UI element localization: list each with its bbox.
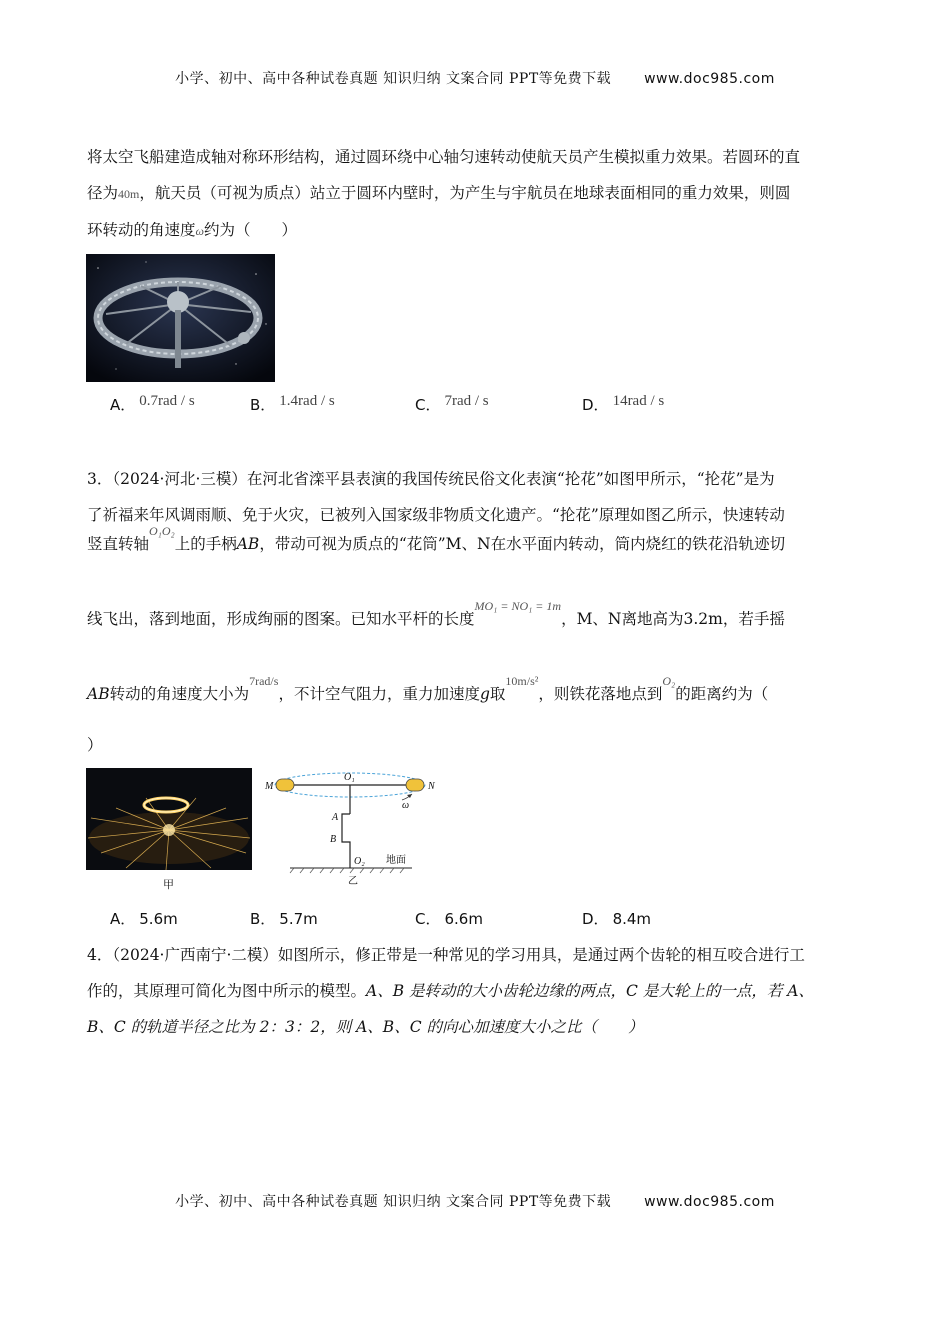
header-text: 小学、初中、高中各种试卷真题 知识归纳 文案合同 PPT等免费下载 xyxy=(175,71,612,87)
space-station-photo xyxy=(86,254,275,382)
q2-line3b: 约为（ ） xyxy=(204,221,298,239)
q3-g: g xyxy=(479,685,490,703)
label-o2: O₂ xyxy=(354,856,365,867)
option-label: C． xyxy=(415,396,441,414)
label-n: N xyxy=(428,781,435,792)
q3-line4b: ，M、N离地高为3.2m，若手摇 xyxy=(561,610,785,628)
q2-line2a: 径为 xyxy=(87,184,119,202)
fireworks-photo xyxy=(86,768,252,870)
label-b: B xyxy=(330,834,337,845)
q4-line2a: 作的，其原理可简化为图中所示的模型。 xyxy=(87,982,367,1000)
q3-line3c: ，带动可视为质点的“花筒”M、N在水平面内转动，筒内烧红的铁花沿轨迹切 xyxy=(259,535,786,553)
q4-text xyxy=(87,937,862,1045)
q2-text xyxy=(87,139,862,249)
q3-axis: O₁O₂ xyxy=(149,524,175,538)
q3-line3b: 上的手柄 xyxy=(174,535,237,553)
rotation-diagram xyxy=(262,768,442,886)
option-label: B． xyxy=(250,910,276,928)
q2-option-a[interactable] xyxy=(110,394,195,415)
label-m: M xyxy=(265,781,274,792)
option-label: D． xyxy=(582,396,609,414)
q3-line4 xyxy=(87,601,862,638)
q3-ab: AB xyxy=(236,535,260,553)
q2-line3 xyxy=(87,212,862,249)
option-value: 7rad / s xyxy=(444,393,489,409)
page-header xyxy=(0,68,950,88)
option-label: C． xyxy=(415,910,441,928)
q2-line3a: 环转动的角速度 xyxy=(87,221,196,239)
footer-site[interactable]: www.doc985.com xyxy=(644,1194,775,1210)
q3-option-b[interactable] xyxy=(250,908,318,929)
q3-line5e: 的距离约为（ xyxy=(675,685,769,703)
q3-option-c[interactable] xyxy=(415,908,483,929)
q2-line2 xyxy=(87,175,862,212)
q3-text xyxy=(87,461,862,533)
label-ground: 地面 xyxy=(386,855,406,866)
option-value: 0.7rad / s xyxy=(139,393,195,409)
q3-g-val: 10m/s² xyxy=(505,674,539,688)
option-value: 14rad / s xyxy=(612,393,665,409)
page-footer xyxy=(0,1191,950,1211)
caption-yi: 乙 xyxy=(348,876,358,886)
q3-line5b: ，不计空气阻力，重力加速度 xyxy=(278,685,480,703)
q3-line1: 3．（2024·河北·三模）在河北省滦平县表演的我国传统民俗文化表演“抡花”如图甲所示，“抡花”是为 xyxy=(87,470,775,488)
footer-text: 小学、初中、高中各种试卷真题 知识归纳 文案合同 PPT等免费下载 xyxy=(175,1194,612,1210)
q2-line1: 将太空飞船建造成轴对称环形结构，通过圆环绕中心轴匀速转动使航天员产生模拟重力效果。若圆环的直 xyxy=(87,148,801,166)
caption-jia: 甲 xyxy=(163,878,174,891)
q3-line3 xyxy=(87,526,862,563)
q2-omega: ω xyxy=(195,224,204,238)
label-o1: O₁ xyxy=(344,772,355,783)
label-omega: ω xyxy=(402,800,410,811)
q4-line2 xyxy=(87,973,862,1009)
q2-diameter: 40m xyxy=(118,187,140,201)
q2-option-c[interactable] xyxy=(415,394,489,415)
option-label: A． xyxy=(110,910,136,928)
q3-omega-val: 7rad/s xyxy=(249,674,279,688)
option-label: D． xyxy=(582,910,609,928)
option-value: 8.4m xyxy=(612,910,652,928)
q3-length-eq: MO₁ = NO₁ = 1m xyxy=(474,599,562,613)
q4-line2b: A、B 是转动的大小齿轮边缘的两点，C 是大轮上的一点，若 A、 xyxy=(366,982,814,1000)
option-value: 5.6m xyxy=(139,910,178,928)
header-site[interactable]: www.doc985.com xyxy=(644,71,775,87)
option-value: 5.7m xyxy=(279,910,318,928)
q3-line3a: 竖直转轴 xyxy=(87,535,150,553)
q3-line5c: 取 xyxy=(489,685,506,703)
q2-option-b[interactable] xyxy=(250,394,335,415)
q3-line6: ） xyxy=(87,736,103,754)
q3-o2: O₂ xyxy=(662,674,676,688)
q4-line1: 4．（2024·广西南宁·二模）如图所示，修正带是一种常见的学习用具，是通过两个齿轮的相互咬合进行工 xyxy=(87,946,805,964)
q4-line3: B、C 的轨道半径之比为 2：3：2，则 A、B、C 的向心加速度大小之比（ ） xyxy=(87,1018,644,1036)
option-label: B． xyxy=(250,396,276,414)
label-a: A xyxy=(332,812,339,823)
q3-line5a: 转动的角速度大小为 xyxy=(109,685,250,703)
q2-line2b: ，航天员（可视为质点）站立于圆环内壁时，为产生与宇航员在地球表面相同的重力效果，则圆 xyxy=(139,184,791,202)
q3-line4a: 线飞出，落到地面，形成绚丽的图案。已知水平杆的长度 xyxy=(87,610,475,628)
option-value: 1.4rad / s xyxy=(279,393,335,409)
q3-option-a[interactable] xyxy=(110,908,178,929)
q3-line5d: ，则铁花落地点到 xyxy=(538,685,663,703)
q3-line5 xyxy=(87,676,862,713)
q2-option-d[interactable] xyxy=(582,394,664,415)
q3-ab-2: AB xyxy=(87,685,110,703)
q3-line2: 了祈福来年风调雨顺、免于火灾，已被列入国家级非物质文化遗产。“抡花”原理如图乙所示，快速转动 xyxy=(87,506,785,524)
option-label: A． xyxy=(110,396,136,414)
option-value: 6.6m xyxy=(444,910,483,928)
q3-option-d[interactable] xyxy=(582,908,651,929)
